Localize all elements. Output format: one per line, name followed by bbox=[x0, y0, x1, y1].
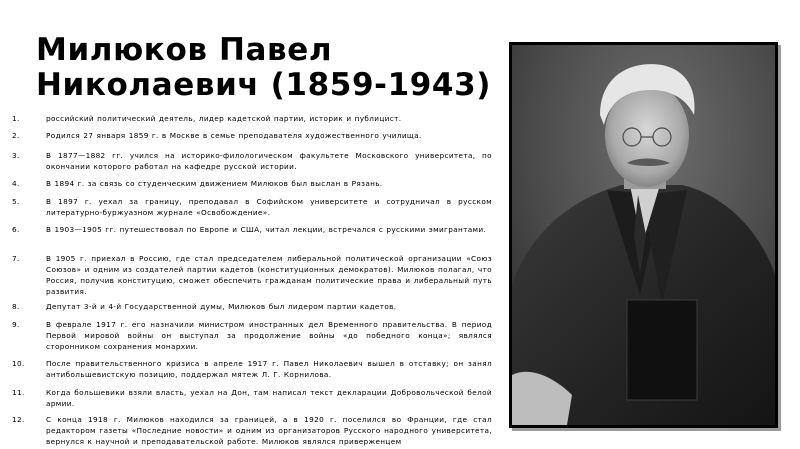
item-text: В феврале 1917 г. его назначили министром иностранных дел Временного правительства. В период Первой мировой войны он выступал за продолжение войны «до победного конца»; являлся сторонником сохранения монархии. bbox=[46, 320, 492, 351]
item-number: 3. bbox=[12, 151, 20, 160]
list-item bbox=[0, 387, 492, 409]
item-number: 7. bbox=[12, 254, 20, 263]
list-item bbox=[0, 113, 492, 124]
item-text: С конца 1918 г. Милюков находился за границей, а в 1920 г. поселился во Франции, где стал редактором газеты «Последние новости» и одним из организаторов Русского народного университета, вернулся к научной и преподавательской работе. Милюков являлся приверженцем bbox=[46, 415, 492, 446]
item-number: 4. bbox=[12, 179, 20, 188]
slide-title bbox=[36, 33, 506, 103]
item-text: В 1877—1882 гг. учился на историко-филологическом факультете Московского университета, по окончании которого работал на кафедре русской истории. bbox=[46, 151, 492, 171]
title-line-1: Милюков Павел bbox=[36, 32, 333, 68]
portrait-image bbox=[512, 45, 775, 425]
item-number: 2. bbox=[12, 131, 20, 140]
list-item bbox=[0, 224, 492, 235]
list-item bbox=[0, 150, 492, 172]
item-text: В 1897 г. уехал за границу, преподавал в Софийском университете и сотрудничал в русском литературно-буржуазном журнале «Освобождение». bbox=[46, 197, 492, 217]
list-item bbox=[0, 253, 492, 297]
list-item bbox=[0, 319, 492, 352]
list-item bbox=[0, 178, 492, 189]
item-text: В 1905 г. приехал в Россию, где стал председателем либеральной политической организации «Союз Союзов» и одним из создателей партии кадетов (конституционных демократов). Милюков полагал, что Россия, получив конституцию, сможет обеспечить гражданам политические права и либеральный путь развития. bbox=[46, 254, 492, 296]
item-number: 8. bbox=[12, 302, 20, 311]
item-number: 10. bbox=[12, 359, 25, 368]
list-item bbox=[0, 196, 492, 218]
item-text: Депутат 3-й и 4-й Государственной думы, Милюков был лидером партии кадетов. bbox=[46, 302, 397, 311]
item-text: Родился 27 января 1859 г. в Москве в семье преподавателя художественного училища. bbox=[46, 131, 422, 140]
list-item bbox=[0, 414, 492, 447]
list-item bbox=[0, 301, 492, 312]
item-text: Когда большевики взяли власть, уехал на Дон, там написал текст декларации Добровольческой белой армии. bbox=[46, 388, 492, 408]
portrait-photo bbox=[509, 42, 778, 428]
item-text: В 1903—1905 гг. путешествовал по Европе и США, читал лекции, встречался с русскими эмигрантами. bbox=[46, 225, 487, 234]
item-number: 1. bbox=[12, 114, 20, 123]
item-text: В 1894 г. за связь со студенческим движением Милюков был выслан в Рязань. bbox=[46, 179, 383, 188]
item-text: российский политический деятель, лидер кадетской партии, историк и публицист. bbox=[46, 114, 402, 123]
item-number: 12. bbox=[12, 415, 25, 424]
title-line-2: Николаевич (1859-1943) bbox=[36, 67, 492, 103]
item-number: 11. bbox=[12, 388, 25, 397]
item-number: 6. bbox=[12, 225, 20, 234]
item-number: 9. bbox=[12, 320, 20, 329]
item-number: 5. bbox=[12, 197, 20, 206]
list-item bbox=[0, 358, 492, 380]
item-text: После правительственного кризиса в апреле 1917 г. Павел Николаевич вышел в отставку; он занял антибольшевистскую позицию, поддержал мятеж Л. Г. Корнилова. bbox=[46, 359, 492, 379]
list-item bbox=[0, 130, 492, 141]
